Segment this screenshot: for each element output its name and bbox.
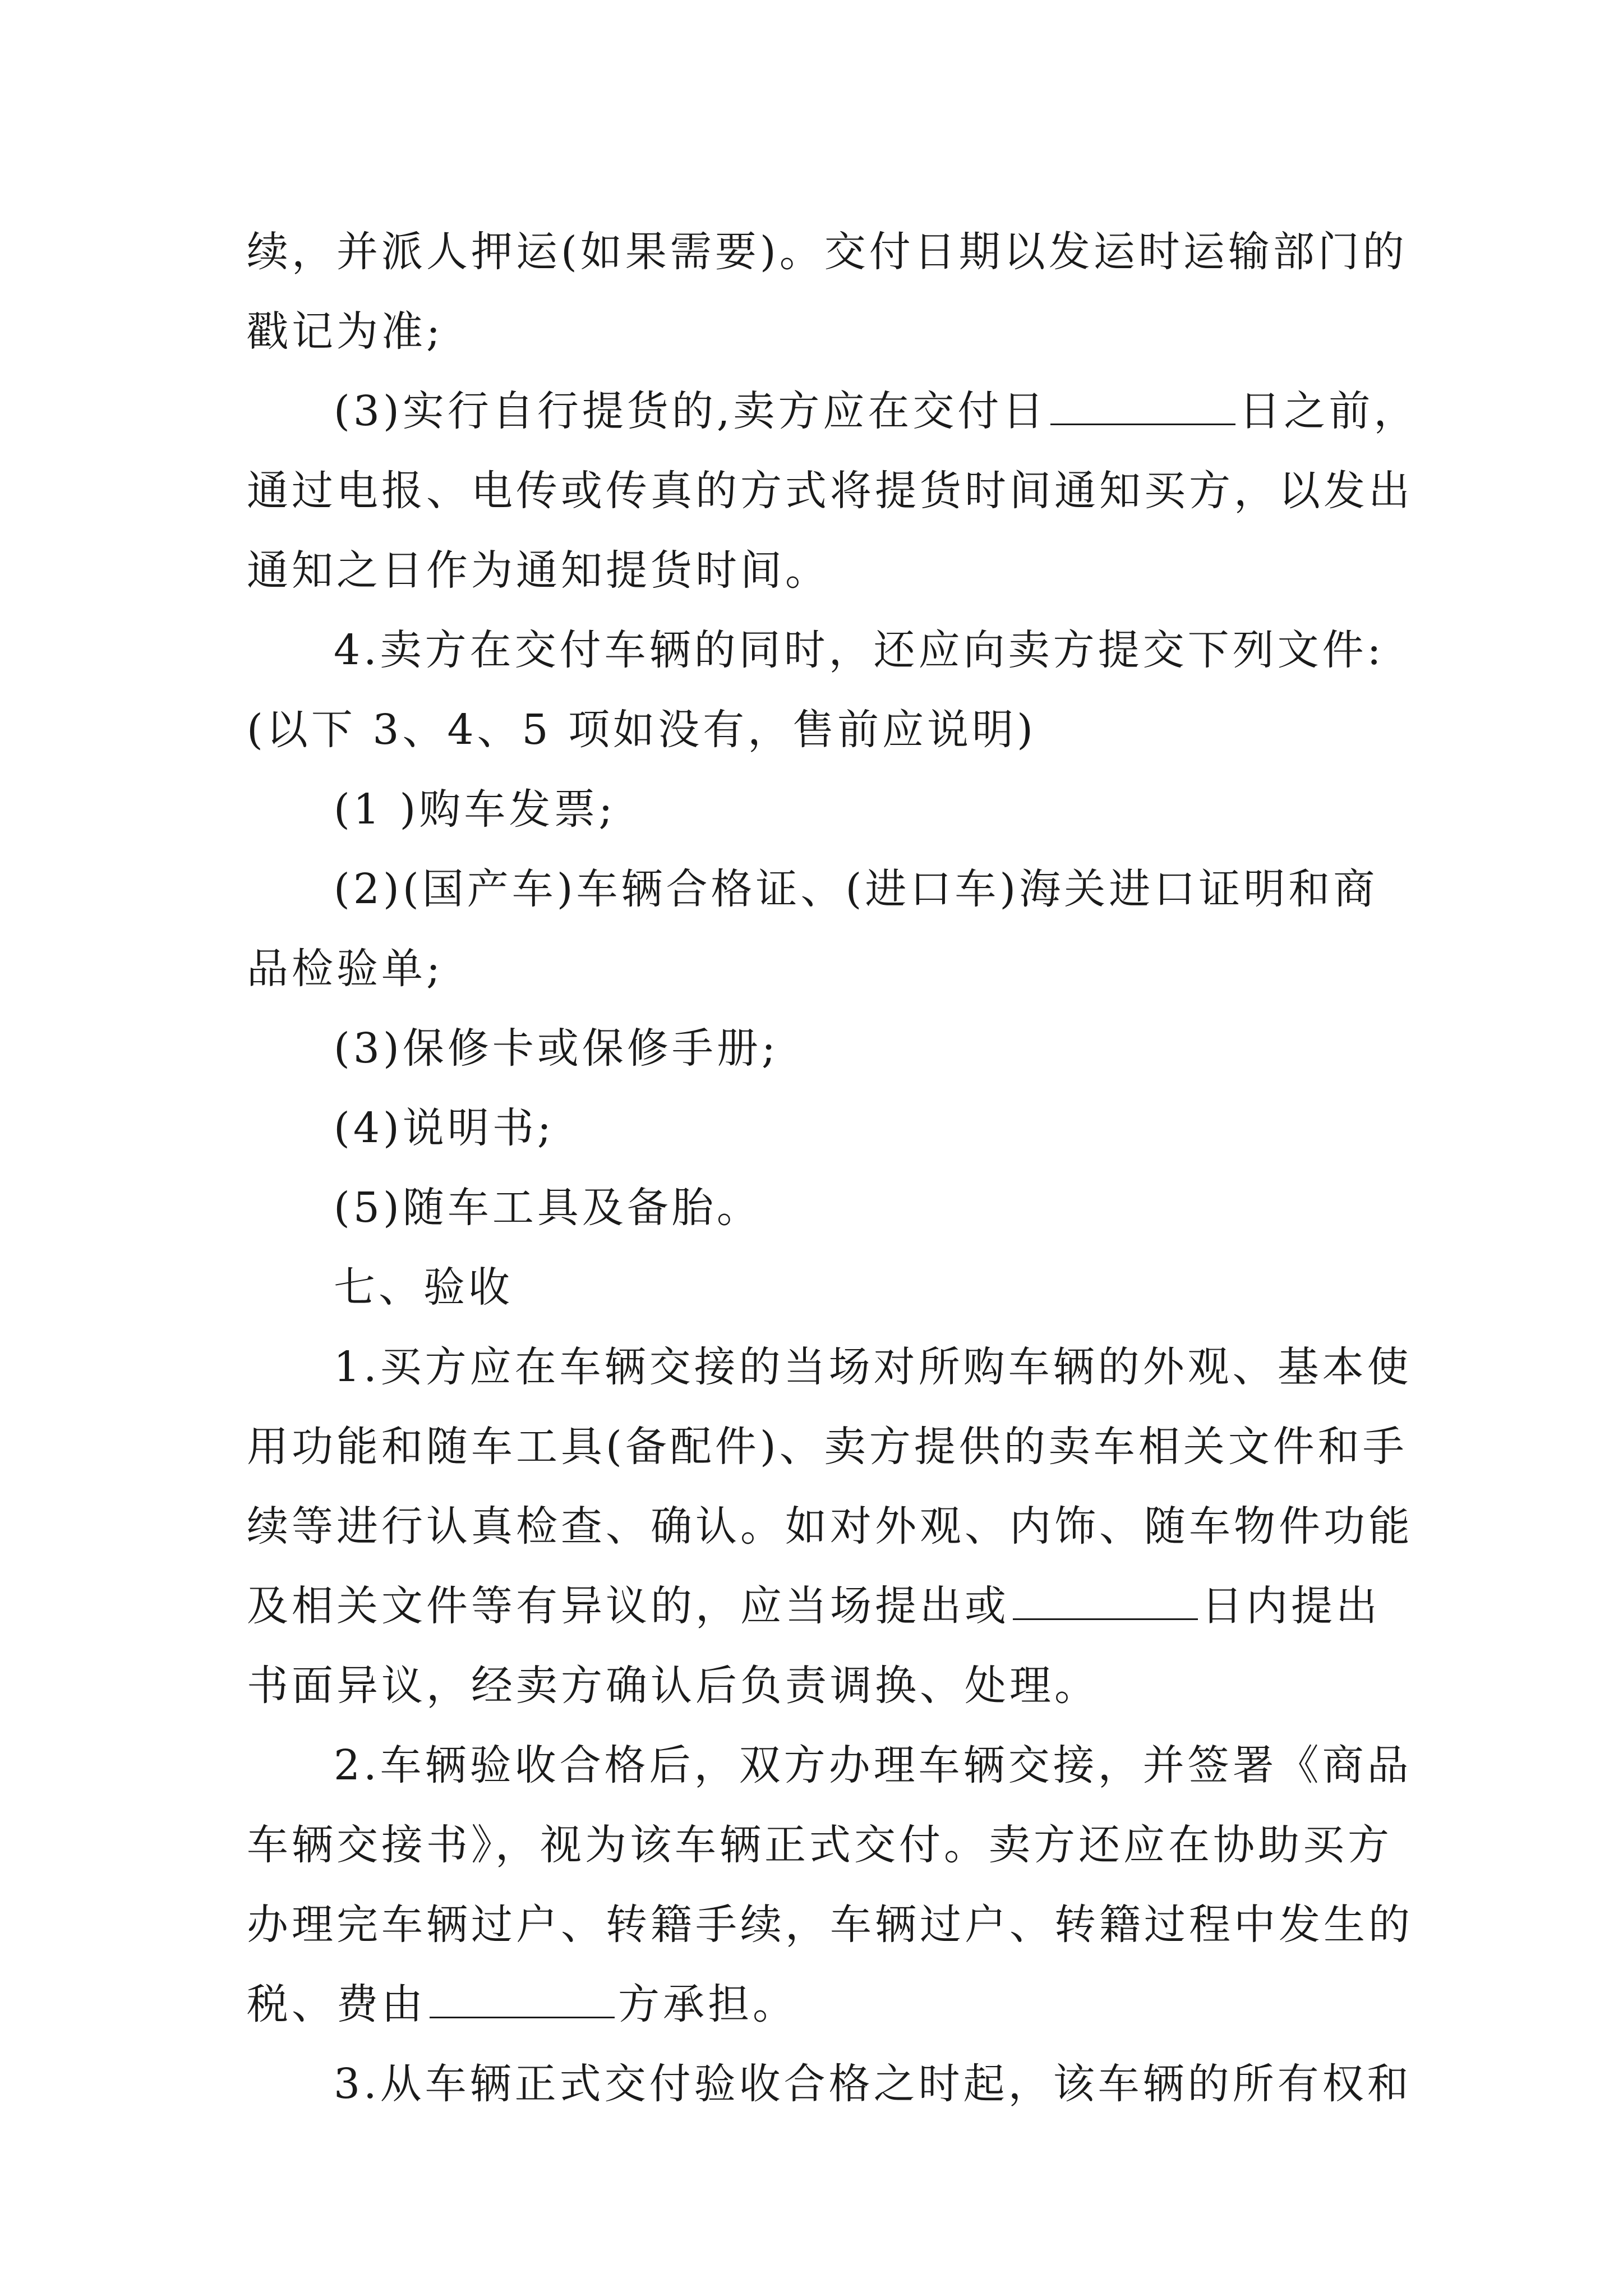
fill-in-blank[interactable] (1013, 1579, 1198, 1620)
text: 品检验单; (247, 945, 444, 993)
text-line (247, 1487, 1413, 1566)
section-heading (247, 1248, 1388, 1327)
text: (1 )购车发票; (334, 785, 616, 834)
text-line (247, 1805, 1393, 1885)
fill-in-blank[interactable] (430, 1977, 615, 2018)
text-line (247, 610, 1388, 690)
text-line (247, 1088, 1388, 1168)
text: 税、费由 (247, 1980, 426, 2028)
text-line (247, 1964, 1388, 2044)
text-line (247, 1726, 1412, 1805)
text: (3)保修卡或保修手册; (334, 1024, 779, 1073)
text: (4)说明书; (334, 1104, 555, 1152)
text-line (247, 1646, 1388, 1726)
text-line (247, 929, 1388, 1009)
text-line (247, 770, 1388, 849)
text-line (247, 451, 1413, 531)
text: (2)(国产车)车辆合格证、(进口车)海关进口证明和商 (334, 865, 1378, 913)
text-line (247, 1327, 1412, 1407)
text-line (247, 2044, 1412, 2124)
text: 2.车辆验收合格后，双方办理车辆交接，并签署《商品 (334, 1741, 1412, 1789)
text: 及相关文件等有异议的，应当场提出或 (247, 1582, 1009, 1630)
text: 续等进行认真检查、确认。如对外观、内饰、随车物件功能 (247, 1502, 1413, 1550)
text-line (247, 1885, 1413, 1964)
text: 1.买方应在车辆交接的当场对所购车辆的外观、基本使 (334, 1343, 1412, 1391)
text: (以下 3、4、5 项如没有，售前应说明) (247, 706, 1037, 754)
text-line (247, 1168, 1388, 1248)
text-line (247, 1407, 1408, 1487)
text-line (247, 1009, 1388, 1088)
text: 日之前， (1239, 387, 1419, 435)
text: 方承担。 (618, 1980, 797, 2028)
text-line (247, 849, 1388, 929)
text: 用功能和随车工具(备配件)、卖方提供的卖车相关文件和手 (247, 1423, 1408, 1471)
text: 续，并派人押运(如果需要)。交付日期以发运时运输部门的 (247, 228, 1408, 276)
text-line (247, 531, 1388, 610)
text-line (247, 371, 1419, 451)
text: 3.从车辆正式交付验收合格之时起，该车辆的所有权和 (334, 2060, 1412, 2108)
text-line (247, 1566, 1388, 1646)
text: 4.卖方在交付车辆的同时，还应向卖方提交下列文件: (334, 626, 1385, 674)
text: 日内提出 (1201, 1582, 1381, 1630)
text: 办理完车辆过户、转籍手续，车辆过户、转籍过程中发生的 (247, 1901, 1413, 1949)
fill-in-blank[interactable] (1050, 384, 1235, 425)
text: 通过电报、电传或传真的方式将提货时间通知买方，以发出 (247, 467, 1413, 515)
text-line (247, 292, 1388, 371)
text: 戳记为准; (247, 307, 444, 356)
text-line (247, 212, 1408, 292)
text: 书面异议，经卖方确认后负责调换、处理。 (247, 1662, 1099, 1710)
text: 车辆交接书》，视为该车辆正式交付。卖方还应在协助买方 (247, 1821, 1393, 1869)
text: (3)实行自行提货的,卖方应在交付日 (334, 387, 1048, 435)
document-body (247, 212, 1419, 2124)
text: 七、验收 (334, 1263, 513, 1312)
text: (5)随车工具及备胎。 (334, 1184, 762, 1232)
text-line (247, 690, 1388, 770)
text: 通知之日作为通知提货时间。 (247, 546, 830, 595)
